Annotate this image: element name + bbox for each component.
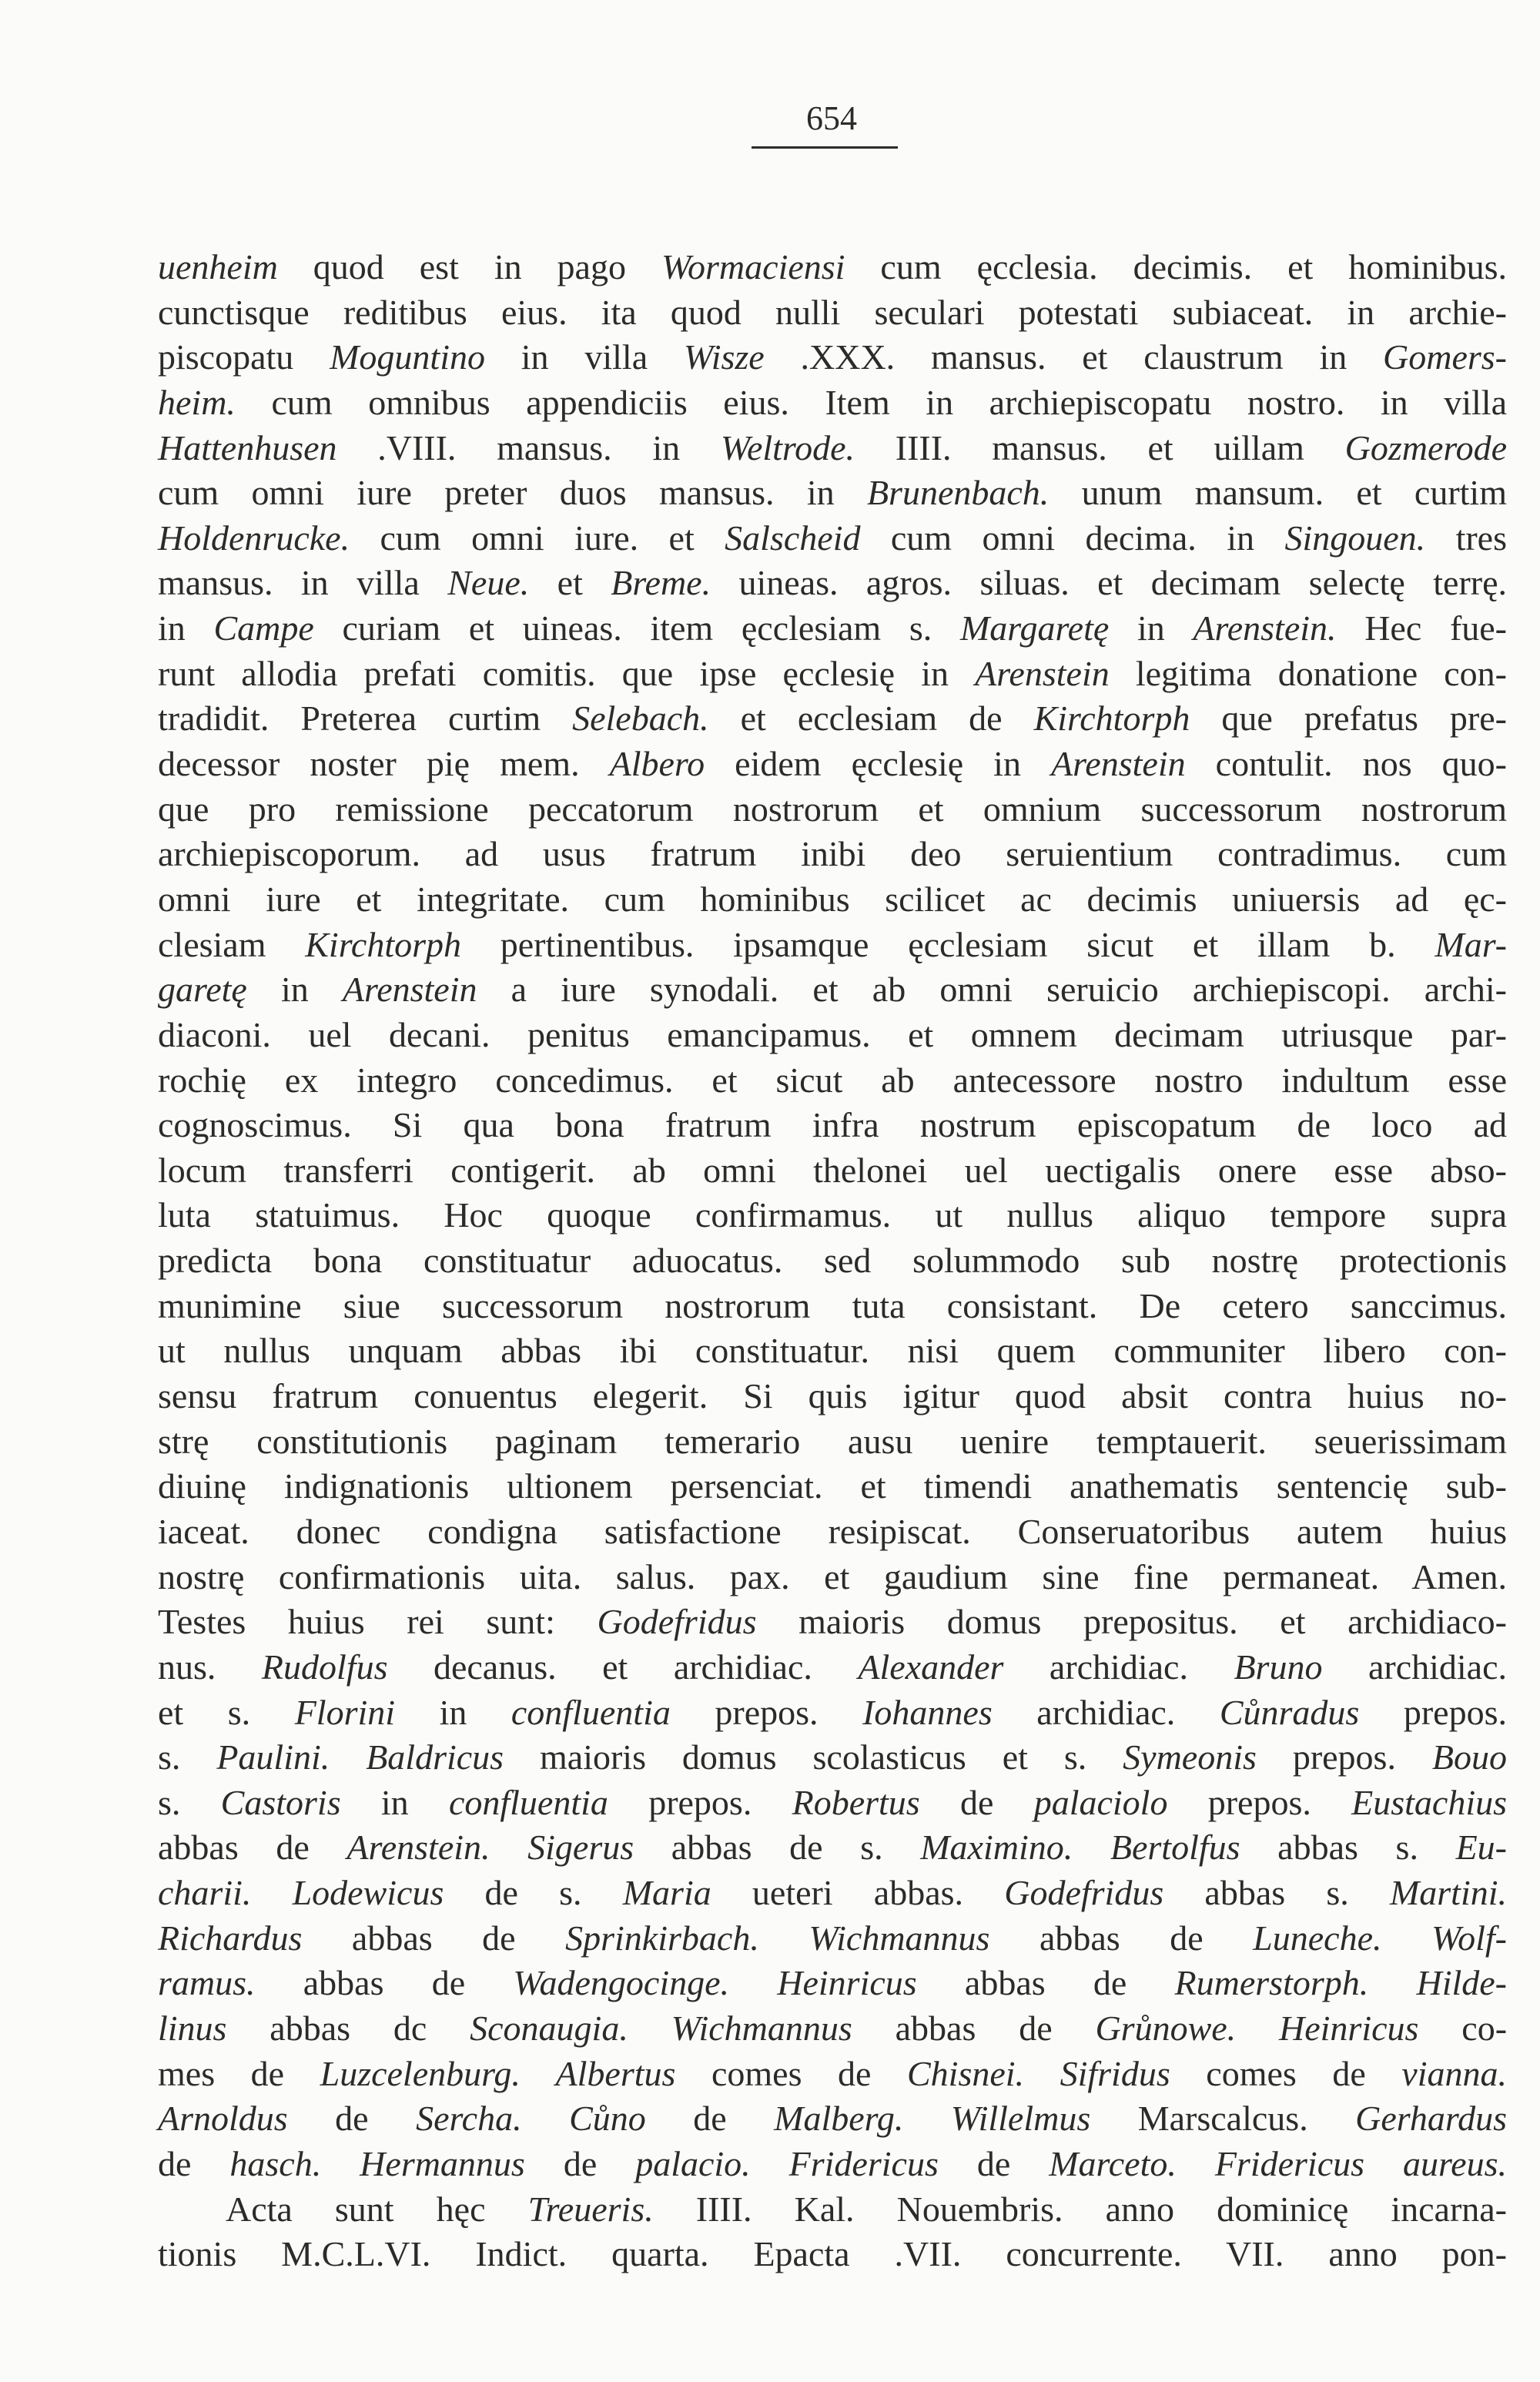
text-segment: omni iure et integritate. cum hominibus scilicet ac decimis uniuersis ad ęc- bbox=[158, 879, 1507, 919]
text-segment: curiam et uineas. item ęcclesiam s. bbox=[313, 608, 960, 648]
text-segment: abbas dc bbox=[226, 2008, 470, 2048]
text-line bbox=[158, 2187, 1507, 2233]
text-segment: Acta sunt hęc bbox=[226, 2189, 528, 2229]
text-segment: comes de bbox=[1170, 2053, 1402, 2093]
italic-name: Eu- bbox=[1455, 1828, 1507, 1868]
text-segment: et bbox=[529, 563, 611, 603]
text-segment: mes de bbox=[158, 2053, 320, 2093]
text-segment: predicta bona constituatur aduocatus. sed solummodo sub nostrę protectionis bbox=[158, 1241, 1507, 1281]
text-line bbox=[158, 290, 1507, 336]
text-segment: de s. bbox=[444, 1873, 623, 1913]
text-segment: abbas s. bbox=[1240, 1828, 1456, 1868]
text-segment: mansus. in villa bbox=[158, 563, 448, 603]
italic-name: confluentia bbox=[511, 1692, 671, 1732]
italic-name: Arenstein. Sigerus bbox=[346, 1828, 634, 1868]
text-segment: co- bbox=[1418, 2008, 1508, 2048]
italic-name: Richardus bbox=[158, 1918, 303, 1958]
italic-name: Marceto. Fridericus aureus. bbox=[1049, 2143, 1507, 2183]
header-rule bbox=[752, 146, 898, 149]
text-segment: sensu fratrum conuentus elegerit. Si quis igitur quod absit contra huius no- bbox=[158, 1376, 1507, 1416]
italic-name: Arenstein bbox=[1051, 744, 1186, 784]
text-segment: cum omni decima. in bbox=[860, 518, 1285, 558]
italic-name: ramus. bbox=[158, 1963, 256, 2003]
text-segment: cum omni iure preter duos mansus. in bbox=[158, 473, 867, 513]
text-line bbox=[158, 1781, 1507, 1826]
text-segment: prepos. bbox=[1256, 1737, 1432, 1777]
text-segment: abbas de bbox=[852, 2008, 1096, 2048]
text-line bbox=[158, 1058, 1507, 1104]
text-segment: in bbox=[158, 608, 214, 648]
italic-name: Robertus bbox=[792, 1782, 920, 1822]
italic-name: Florini bbox=[294, 1692, 396, 1732]
italic-name: Weltrode. bbox=[720, 427, 855, 467]
text-segment: in bbox=[395, 1692, 511, 1732]
text-segment: archiepiscoporum. ad usus fratrum inibi deo seruientium contradimus. cum bbox=[158, 834, 1507, 874]
italic-name: palacio. Fridericus bbox=[635, 2143, 939, 2183]
italic-name: Eustachius bbox=[1351, 1782, 1508, 1822]
text-line bbox=[158, 1464, 1507, 1509]
text-segment: locum transferri contigerit. ab omni thelonei uel uectigalis onere esse abso- bbox=[158, 1150, 1507, 1190]
text-segment: archidiac. bbox=[1322, 1647, 1507, 1687]
text-line bbox=[158, 2052, 1507, 2097]
italic-name: Kirchtorph bbox=[1033, 699, 1190, 739]
text-segment: IIII. Kal. Nouembris. anno dominicę incarna- bbox=[653, 2189, 1507, 2229]
text-line bbox=[158, 1509, 1507, 1555]
text-line bbox=[158, 1419, 1507, 1465]
italic-name: Gomers- bbox=[1383, 337, 1507, 377]
text-segment: de bbox=[938, 2143, 1050, 2183]
italic-name: linus bbox=[158, 2008, 227, 2048]
text-line bbox=[158, 652, 1507, 697]
text-line bbox=[158, 426, 1507, 471]
text-segment: s. bbox=[158, 1737, 217, 1777]
text-segment: diaconi. uel decani. penitus emancipamus. et omnem decimam utriusque par- bbox=[158, 1014, 1507, 1054]
text-line bbox=[158, 335, 1507, 380]
italic-name: Hattenhusen bbox=[158, 427, 337, 467]
text-segment: prepos. bbox=[608, 1782, 792, 1822]
text-segment: abbas de bbox=[989, 1918, 1254, 1958]
text-line bbox=[158, 1916, 1507, 1962]
text-segment: tres bbox=[1425, 518, 1507, 558]
text-line bbox=[158, 967, 1507, 1013]
text-segment: IIII. mansus. et uillam bbox=[855, 427, 1345, 467]
text-line bbox=[158, 1825, 1507, 1871]
text-segment: tradidit. Preterea curtim bbox=[158, 699, 573, 739]
italic-name: confluentia bbox=[448, 1782, 608, 1822]
text-segment: unum mansum. et curtim bbox=[1049, 473, 1507, 513]
text-line bbox=[158, 1735, 1507, 1781]
italic-name: Grůnowe. Heinricus bbox=[1095, 2008, 1419, 2048]
text-segment: cognoscimus. Si qua bona fratrum infra nostrum episcopatum de loco ad bbox=[158, 1105, 1507, 1145]
italic-name: Maria bbox=[622, 1873, 711, 1913]
text-segment: decessor noster pię mem. bbox=[158, 744, 610, 784]
text-line bbox=[158, 1148, 1507, 1194]
italic-name: Malberg. Willelmus bbox=[774, 2099, 1091, 2139]
text-line bbox=[158, 561, 1507, 606]
text-line bbox=[158, 1193, 1507, 1238]
text-segment: et ecclesiam de bbox=[708, 699, 1034, 739]
italic-name: hasch. Hermannus bbox=[229, 2143, 525, 2183]
text-line bbox=[158, 2096, 1507, 2142]
italic-name: Margaretę bbox=[959, 608, 1110, 648]
italic-name: Godefridus bbox=[597, 1602, 757, 1642]
italic-name: Paulini. Baldricus bbox=[216, 1737, 504, 1777]
italic-name: Brunenbach. bbox=[866, 473, 1050, 513]
text-line bbox=[158, 2232, 1507, 2277]
text-segment: cum omni iure. et bbox=[350, 518, 725, 558]
text-line bbox=[158, 606, 1507, 652]
text-segment: in villa bbox=[484, 337, 684, 377]
text-segment: s. bbox=[158, 1782, 221, 1822]
text-segment: a iure synodali. et ab omni seruicio archiepiscopi. archi- bbox=[477, 970, 1507, 1010]
italic-name: garetę bbox=[158, 970, 247, 1010]
text-line bbox=[158, 516, 1507, 561]
text-segment: luta statuimus. Hoc quoque confirmamus. ut nullus aliquo tempore supra bbox=[158, 1195, 1507, 1235]
text-segment: decanus. et archidiac. bbox=[387, 1647, 859, 1687]
text-segment: in bbox=[1109, 608, 1194, 648]
italic-name: Luneche. Wolf- bbox=[1253, 1918, 1508, 1958]
italic-name: Arnoldus bbox=[158, 2099, 288, 2139]
italic-name: Treueris. bbox=[527, 2189, 654, 2229]
text-line bbox=[158, 1871, 1507, 1916]
text-segment: de bbox=[919, 1782, 1034, 1822]
text-segment: quod est in pago bbox=[277, 247, 661, 286]
text-line bbox=[158, 1013, 1507, 1058]
text-line bbox=[158, 1238, 1507, 1284]
text-line bbox=[158, 923, 1507, 968]
text-segment: de bbox=[645, 2099, 775, 2139]
text-segment: archidiac. bbox=[992, 1692, 1220, 1732]
text-segment: cunctisque reditibus eius. ita quod nulli seculari potestati subiaceat. in archie- bbox=[158, 292, 1507, 332]
text-line bbox=[158, 1690, 1507, 1736]
italic-name: heim. bbox=[158, 382, 236, 422]
italic-name: Neue. bbox=[447, 563, 530, 603]
text-segment: contulit. nos quo- bbox=[1185, 744, 1507, 784]
text-segment: in bbox=[246, 970, 343, 1010]
italic-name: Salscheid bbox=[725, 518, 861, 558]
page-number: 654 bbox=[806, 99, 857, 137]
italic-name: vianna. bbox=[1401, 2053, 1507, 2093]
text-segment: de bbox=[287, 2099, 417, 2139]
text-line bbox=[158, 2006, 1507, 2052]
text-segment: maioris domus scolasticus et s. bbox=[504, 1737, 1123, 1777]
text-segment: abbas de s. bbox=[634, 1828, 921, 1868]
italic-name: Maximino. Bertolfus bbox=[920, 1828, 1240, 1868]
text-segment: rochię ex integro concedimus. et sicut ab antecessore nostro indultum esse bbox=[158, 1060, 1507, 1100]
text-segment: abbas de bbox=[302, 1918, 566, 1958]
text-segment: prepos. bbox=[670, 1692, 863, 1732]
text-segment: de bbox=[524, 2143, 636, 2183]
italic-name: Wormaciensi bbox=[661, 247, 845, 286]
italic-name: Selebach. bbox=[572, 699, 709, 739]
text-segment: que prefatus pre- bbox=[1190, 699, 1507, 739]
text-segment: in bbox=[340, 1782, 449, 1822]
text-segment: ueteri abbas. bbox=[711, 1873, 1005, 1913]
text-segment: que pro remissione peccatorum nostrorum et omnium successorum nostrorum bbox=[158, 789, 1507, 829]
text-segment: et s. bbox=[158, 1692, 295, 1732]
italic-name: Arenstein. bbox=[1193, 608, 1337, 648]
italic-name: Singouen. bbox=[1284, 518, 1426, 558]
text-segment: clesiam bbox=[158, 924, 306, 964]
italic-name: Castoris bbox=[220, 1782, 341, 1822]
text-line bbox=[158, 1555, 1507, 1600]
italic-name: Sconaugia. Wichmannus bbox=[470, 2008, 852, 2048]
document-body bbox=[158, 245, 1507, 2277]
italic-name: Campe bbox=[213, 608, 314, 648]
text-segment: archidiac. bbox=[1003, 1647, 1234, 1687]
italic-name: Gerhardus bbox=[1355, 2099, 1507, 2139]
text-line bbox=[158, 1103, 1507, 1148]
italic-name: palaciolo bbox=[1033, 1782, 1168, 1822]
italic-name: Cůnradus bbox=[1219, 1692, 1360, 1732]
italic-name: Bruno bbox=[1234, 1647, 1323, 1687]
italic-name: Arenstein bbox=[975, 653, 1110, 693]
text-line bbox=[158, 1961, 1507, 2006]
text-segment: runt allodia prefati comitis. que ipse ęcclesię in bbox=[158, 653, 976, 693]
italic-name: Moguntino bbox=[330, 337, 485, 377]
text-segment: Hec fue- bbox=[1336, 608, 1507, 648]
italic-name: Wadengocinge. Heinricus bbox=[513, 1963, 917, 2003]
italic-name: charii. Lodewicus bbox=[158, 1873, 444, 1913]
text-segment: iaceat. donec condigna satisfactione resipiscat. Conseruatoribus autem huius bbox=[158, 1511, 1507, 1551]
text-line bbox=[158, 1284, 1507, 1329]
text-segment: .VIII. mansus. in bbox=[336, 427, 721, 467]
text-segment: eidem ęcclesię in bbox=[705, 744, 1052, 784]
text-segment: comes de bbox=[675, 2053, 907, 2093]
text-line bbox=[158, 471, 1507, 516]
italic-name: Luzcelenburg. Albertus bbox=[320, 2053, 676, 2093]
italic-name: Albero bbox=[609, 744, 705, 784]
italic-name: Holdenrucke. bbox=[158, 518, 350, 558]
italic-name: Godefridus bbox=[1004, 1873, 1164, 1913]
text-line bbox=[158, 1645, 1507, 1690]
text-segment: prepos. bbox=[1167, 1782, 1352, 1822]
text-segment: piscopatu bbox=[158, 337, 330, 377]
text-segment: nostrę confirmationis uita. salus. pax. et gaudium sine fine permaneat. Amen. bbox=[158, 1556, 1507, 1596]
text-segment: uineas. agros. siluas. et decimam selectę terrę. bbox=[711, 563, 1507, 603]
text-segment: ut nullus unquam abbas ibi constituatur. nisi quem communiter libero con- bbox=[158, 1331, 1507, 1371]
text-line bbox=[158, 1328, 1507, 1374]
text-segment: Testes huius rei sunt: bbox=[158, 1602, 598, 1642]
italic-name: uenheim bbox=[158, 247, 278, 286]
text-segment: munimine siue successorum nostrorum tuta consistant. De cetero sanccimus. bbox=[158, 1285, 1507, 1325]
text-line bbox=[158, 696, 1507, 742]
text-segment: tionis M.C.L.VI. Indict. quarta. Epacta .VII. concurrente. VII. anno pon- bbox=[158, 2234, 1507, 2274]
text-segment: abbas de bbox=[916, 1963, 1175, 2003]
italic-name: Chisnei. Sifridus bbox=[906, 2053, 1170, 2093]
text-segment: Marscalcus. bbox=[1090, 2099, 1356, 2139]
text-line bbox=[158, 245, 1507, 290]
text-segment: abbas de bbox=[158, 1828, 347, 1868]
text-segment: diuinę indignationis ultionem persenciat. et timendi anathematis sentencię sub- bbox=[158, 1466, 1507, 1506]
italic-name: Sercha. Cůno bbox=[416, 2099, 646, 2139]
text-segment: prepos. bbox=[1359, 1692, 1508, 1732]
text-segment: pertinentibus. ipsamque ęcclesiam sicut et illam b. bbox=[461, 924, 1435, 964]
italic-name: Martini. bbox=[1389, 1873, 1507, 1913]
italic-name: Arenstein bbox=[342, 970, 477, 1010]
text-line bbox=[158, 380, 1507, 426]
text-segment: cum ęcclesia. decimis. et hominibus. bbox=[845, 247, 1508, 286]
text-segment: .XXX. mansus. et claustrum in bbox=[764, 337, 1384, 377]
text-segment: maioris domus prepositus. et archidiaco- bbox=[756, 1602, 1507, 1642]
italic-name: Kirchtorph bbox=[305, 924, 462, 964]
text-segment: nus. bbox=[158, 1647, 262, 1687]
text-segment: strę constitutionis paginam temerario ausu uenire temptauerit. seuerissimam bbox=[158, 1421, 1507, 1461]
italic-name: Bouo bbox=[1431, 1737, 1507, 1777]
text-line bbox=[158, 787, 1507, 833]
italic-name: Alexander bbox=[858, 1647, 1004, 1687]
italic-name: Iohannes bbox=[862, 1692, 993, 1732]
italic-name: Symeonis bbox=[1123, 1737, 1257, 1777]
text-line bbox=[158, 1374, 1507, 1419]
italic-name: Gozmerode bbox=[1344, 427, 1507, 467]
text-line bbox=[158, 742, 1507, 787]
text-line bbox=[158, 877, 1507, 923]
text-line bbox=[158, 1600, 1507, 1645]
italic-name: Mar- bbox=[1435, 924, 1507, 964]
italic-name: Rudolfus bbox=[261, 1647, 388, 1687]
italic-name: Wisze bbox=[683, 337, 765, 377]
text-segment: legitima donatione con- bbox=[1109, 653, 1507, 693]
italic-name: Sprinkirbach. Wichmannus bbox=[565, 1918, 990, 1958]
text-line bbox=[158, 2142, 1507, 2187]
italic-name: Rumerstorph. Hilde- bbox=[1174, 1963, 1507, 2003]
italic-name: Breme. bbox=[611, 563, 711, 603]
text-segment: abbas s. bbox=[1163, 1873, 1390, 1913]
text-segment: de bbox=[158, 2143, 230, 2183]
text-segment: cum omnibus appendiciis eius. Item in archiepiscopatu nostro. in villa bbox=[235, 382, 1507, 422]
text-line bbox=[158, 832, 1507, 877]
text-segment: abbas de bbox=[255, 1963, 514, 2003]
